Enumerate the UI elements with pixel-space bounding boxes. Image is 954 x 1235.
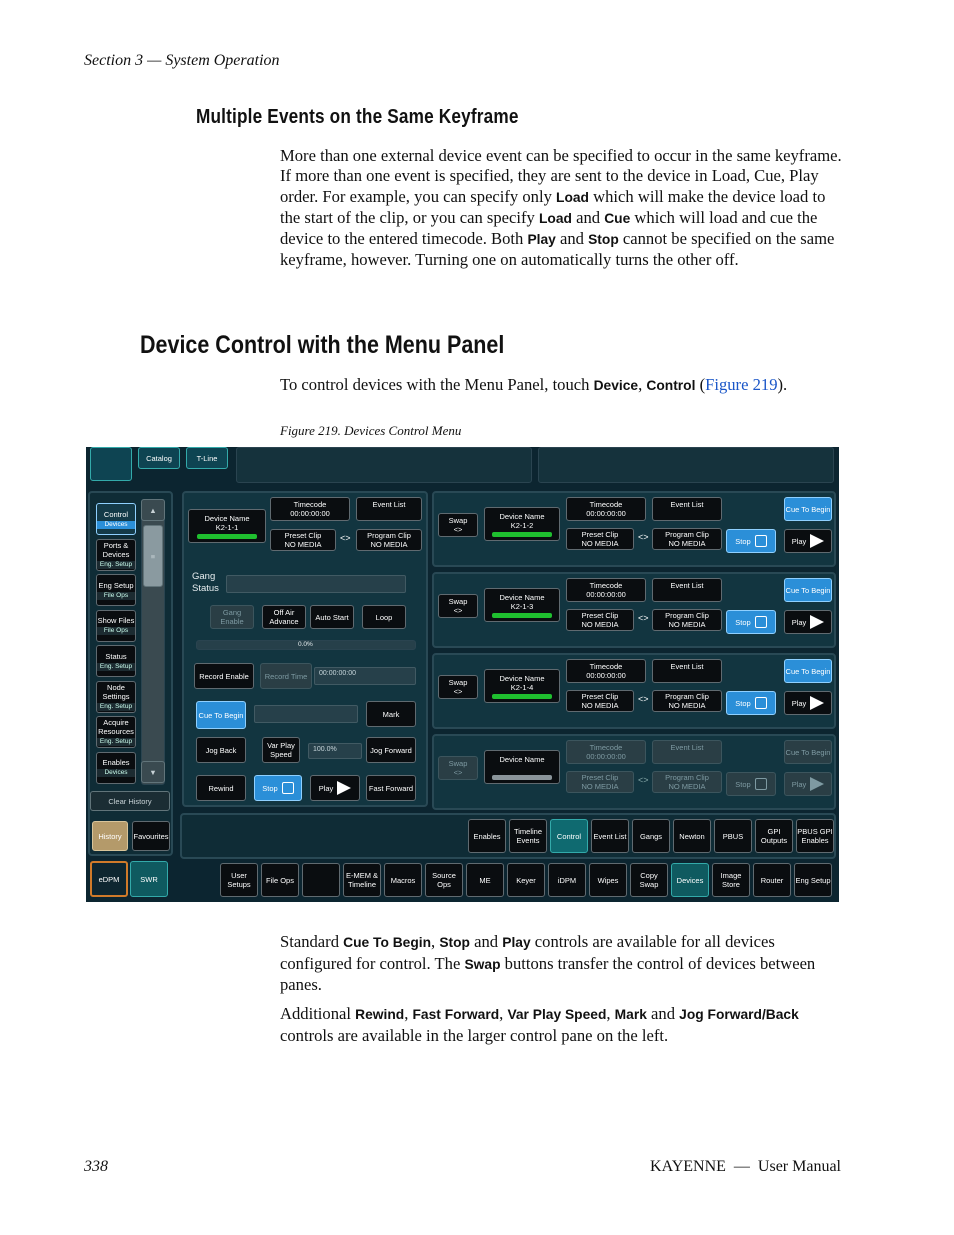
scroll-up-icon[interactable]: ▲ xyxy=(141,499,165,521)
scroll-down-icon[interactable]: ▼ xyxy=(141,761,165,783)
nav-item-control[interactable] xyxy=(96,503,136,535)
bottom-tab-devices[interactable]: Devices xyxy=(671,863,709,897)
sub-tab-control[interactable]: Control xyxy=(550,819,588,853)
pane-preset-clip[interactable]: Preset Clip NO MEDIA xyxy=(566,690,634,712)
clear-history-button[interactable]: Clear History xyxy=(90,791,170,811)
nav-item-acquire-resources[interactable] xyxy=(96,716,136,748)
pane-preset-clip[interactable]: Preset Clip NO MEDIA xyxy=(566,528,634,550)
var-play-speed-button[interactable]: Var Play Speed xyxy=(262,737,300,763)
bottom-tab-macros[interactable]: Macros xyxy=(384,863,422,897)
device-status-bar xyxy=(197,534,258,539)
bottom-tab-router[interactable]: Router xyxy=(753,863,791,897)
bottom-tab-keyer[interactable]: Keyer xyxy=(507,863,545,897)
keyword: Play xyxy=(527,232,556,248)
sub-tab-pbus[interactable]: PBUS xyxy=(714,819,752,853)
nav-item-show-files[interactable] xyxy=(96,610,136,642)
main-event-list-button[interactable]: Event List xyxy=(356,497,422,521)
fast-forward-button[interactable]: Fast Forward xyxy=(366,775,416,801)
pane-event-list[interactable]: Event List xyxy=(652,578,722,602)
figure-caption: Figure 219. Devices Control Menu xyxy=(280,423,462,438)
swap-button[interactable]: Swap <> xyxy=(438,756,478,780)
progress-value: 0.0% xyxy=(298,641,313,648)
pane-timecode[interactable]: Timecode 00:00:00:00 xyxy=(566,497,646,521)
nav-item-label: Show Files xyxy=(97,616,135,625)
nav-item-ports-devices[interactable] xyxy=(96,539,136,571)
pane-stop-button[interactable]: Stop xyxy=(726,691,776,715)
nav-item-label: Node Settings xyxy=(102,682,130,701)
pane-event-list[interactable]: Event List xyxy=(652,497,722,521)
favourites-button[interactable]: Favourites xyxy=(132,821,170,851)
bottom-tab-idpm[interactable]: iDPM xyxy=(548,863,586,897)
keyword: Rewind xyxy=(355,1007,405,1022)
off-air-advance-button[interactable]: Off Air Advance xyxy=(262,605,306,629)
swap-button[interactable]: Swap <> xyxy=(438,594,478,618)
keyword: Cue To Begin xyxy=(343,935,432,950)
pane-device-name[interactable]: Device Name K2-1-2 xyxy=(484,507,560,541)
bottom-tab-e-mem-timeline[interactable]: E-MEM & Timeline xyxy=(343,863,381,897)
nav-item-label: Control xyxy=(103,509,129,519)
main-play-button[interactable]: Play xyxy=(310,775,360,801)
keyframe-paragraph: More than one external device event can be specified to occur in the same keyframe. If more than one event is specified, they are sent to the device in Load, Cue, Play order. For example, you can specify only Load which will make the device load to the start of the clip, or you can specify Load and Cue which will load and cue the device to the entered timecode. Both Play and Stop cannot be specified on the same keyframe, however. Turning one on automatically turns the other off. xyxy=(280,146,842,270)
main-cue-to-begin-button[interactable]: Cue To Begin xyxy=(196,701,246,729)
pane-stop-button[interactable]: Stop xyxy=(726,610,776,634)
bottom-tab-me[interactable]: ME xyxy=(466,863,504,897)
keyword: Stop xyxy=(439,935,470,950)
main-timecode[interactable]: Timecode 00:00:00:00 xyxy=(270,497,350,521)
gang-enable-button[interactable]: Gang Enable xyxy=(210,605,254,629)
nav-item-category: Devices xyxy=(97,521,135,529)
play-icon xyxy=(337,781,351,795)
nav-item-category: Eng. Setup xyxy=(97,561,135,569)
pane-preset-clip[interactable]: Preset Clip NO MEDIA xyxy=(566,771,634,793)
nav-item-category: File Ops xyxy=(97,627,135,635)
bottom-tab-file-ops[interactable]: File Ops xyxy=(261,863,299,897)
record-time-field[interactable]: 00:00:00:00 xyxy=(314,667,416,685)
main-program-clip[interactable]: Program Clip NO MEDIA xyxy=(356,529,422,551)
pane-play-button[interactable]: Play xyxy=(784,610,832,634)
pane-timecode[interactable]: Timecode 00:00:00:00 xyxy=(566,578,646,602)
nav-item-label: Enables xyxy=(102,758,130,767)
sub-tab-event-list[interactable]: Event List xyxy=(591,819,629,853)
tab-catalog[interactable]: Catalog xyxy=(138,447,180,469)
sub-tab-pbus-gpi-enables[interactable]: PBUS GPI Enables xyxy=(796,819,834,853)
keyword: Mark xyxy=(614,1007,647,1022)
clip-swap-arrows[interactable]: <> xyxy=(340,533,351,543)
manual-title: KAYENNE — User Manual xyxy=(650,1158,841,1175)
mark-button[interactable]: Mark xyxy=(366,701,416,727)
clip-swap-arrows[interactable]: <> xyxy=(638,532,649,542)
keyword: Load xyxy=(556,189,589,205)
keyword: Load xyxy=(538,210,572,226)
nav-item-enables[interactable] xyxy=(96,752,136,784)
gang-status-label: Gang Status xyxy=(192,571,219,594)
bottom-tab-copy-swap[interactable]: Copy Swap xyxy=(630,863,668,897)
clip-swap-arrows[interactable]: <> xyxy=(638,694,649,704)
pane-stop-button[interactable]: Stop xyxy=(726,772,776,796)
pane-timecode[interactable]: Timecode 00:00:00:00 xyxy=(566,659,646,683)
bottom-tab-user-setups[interactable]: User Setups xyxy=(220,863,258,897)
pane-device-name[interactable]: Device Name K2-1-3 xyxy=(484,588,560,622)
nav-item-category: Devices xyxy=(97,769,135,777)
main-device-name[interactable]: Device Name K2-1-1 xyxy=(188,509,266,543)
figure-link[interactable]: Figure 219 xyxy=(705,375,778,394)
sub-tab-gangs[interactable]: Gangs xyxy=(632,819,670,853)
jog-forward-button[interactable]: Jog Forward xyxy=(366,737,416,763)
pane-play-button[interactable]: Play xyxy=(784,691,832,715)
speed-field[interactable]: 100.0% xyxy=(308,743,362,759)
keyword: Swap xyxy=(464,956,501,972)
pane-program-clip[interactable]: Program Clip NO MEDIA xyxy=(652,528,722,550)
loop-button[interactable]: Loop xyxy=(362,605,406,629)
gang-status-field xyxy=(226,575,406,593)
keyword: Control xyxy=(646,378,696,393)
scroll-thumb[interactable]: ≡ xyxy=(143,525,163,587)
top-blank-button[interactable] xyxy=(90,447,132,481)
nav-item-category: Eng. Setup xyxy=(97,703,135,711)
pane-preset-clip[interactable]: Preset Clip NO MEDIA xyxy=(566,609,634,631)
main-preset-clip[interactable]: Preset Clip NO MEDIA xyxy=(270,529,336,551)
section-heading-keyframe: Multiple Events on the Same Keyframe xyxy=(196,106,519,128)
nav-item-category: Eng. Setup xyxy=(97,738,135,746)
devices-control-menu-figure xyxy=(86,447,839,902)
record-time-button[interactable]: Record Time xyxy=(260,663,312,689)
history-button[interactable]: History xyxy=(92,821,128,851)
swap-button[interactable]: Swap <> xyxy=(438,513,478,537)
nav-item-category: File Ops xyxy=(97,592,135,600)
bottom-tab-source-ops[interactable]: Source Ops xyxy=(425,863,463,897)
nav-item-label: Eng Setup xyxy=(98,580,134,590)
additional-controls-paragraph: Additional Rewind, Fast Forward, Var Play Speed, Mark and Jog Forward/Back controls are available in the larger control pane on the left. xyxy=(280,1004,799,1045)
section-heading-device-control: Device Control with the Menu Panel xyxy=(140,331,505,359)
sub-tab-timeline-events[interactable]: Timeline Events xyxy=(509,819,547,853)
bottom-tab-eng-setup[interactable]: Eng Setup xyxy=(794,863,832,897)
page-number: 338 xyxy=(84,1158,108,1175)
keyword: Fast Forward xyxy=(412,1007,500,1022)
edpm-button[interactable]: eDPM xyxy=(90,861,128,897)
stop-square-icon xyxy=(282,782,294,794)
pane-timecode[interactable]: Timecode 00:00:00:00 xyxy=(566,740,646,764)
keyword: Cue xyxy=(604,210,631,226)
sub-tab-enables[interactable]: Enables xyxy=(468,819,506,853)
pane-cue-to-begin-button[interactable]: Cue To Begin xyxy=(784,659,832,683)
keyword: Stop xyxy=(588,232,619,248)
top-display-left xyxy=(236,447,532,483)
nav-item-node-settings[interactable] xyxy=(96,681,136,713)
pane-device-name[interactable]: Device Name xyxy=(484,750,560,784)
clip-swap-arrows[interactable]: <> xyxy=(638,775,649,785)
main-stop-button[interactable]: Stop xyxy=(254,775,302,801)
device-control-intro: To control devices with the Menu Panel, touch Device, Control (Figure 219). xyxy=(280,375,788,394)
nav-item-status[interactable] xyxy=(96,645,136,677)
bottom-tab-blank[interactable] xyxy=(302,863,340,897)
pane-program-clip[interactable]: Program Clip NO MEDIA xyxy=(652,609,722,631)
sub-tab-newton[interactable]: Newton xyxy=(673,819,711,853)
pane-device-name[interactable]: Device Name K2-1-4 xyxy=(484,669,560,703)
pane-program-clip[interactable]: Program Clip NO MEDIA xyxy=(652,771,722,793)
nav-item-label: Acquire Resources xyxy=(98,718,134,736)
swr-button[interactable]: SWR xyxy=(130,861,168,897)
jog-back-button[interactable]: Jog Back xyxy=(196,737,246,763)
keyword: Var Play Speed xyxy=(507,1007,607,1022)
keyword: Jog Forward/Back xyxy=(679,1007,799,1022)
pane-cue-to-begin-button[interactable]: Cue To Begin xyxy=(784,497,832,521)
pane-cue-to-begin-button[interactable]: Cue To Begin xyxy=(784,740,832,764)
running-head: Section 3 — System Operation xyxy=(84,52,280,69)
auto-start-button[interactable]: Auto Start xyxy=(310,605,354,629)
nav-item-eng-setup[interactable] xyxy=(96,574,136,606)
rewind-button[interactable]: Rewind xyxy=(196,775,246,801)
pane-cue-to-begin-button[interactable]: Cue To Begin xyxy=(784,578,832,602)
nav-item-label: Status xyxy=(105,651,127,661)
pane-stop-button[interactable]: Stop xyxy=(726,529,776,553)
standard-controls-paragraph: Standard Cue To Begin, Stop and Play controls are available for all devices configured for control. The Swap buttons transfer the control of devices between panes. xyxy=(280,932,816,994)
pane-event-list[interactable]: Event List xyxy=(652,740,722,764)
swap-button[interactable]: Swap <> xyxy=(438,675,478,699)
sub-tab-gpi-outputs[interactable]: GPI Outputs xyxy=(755,819,793,853)
keyword: Play xyxy=(502,935,531,950)
pane-event-list[interactable]: Event List xyxy=(652,659,722,683)
bottom-tab-image-store[interactable]: Image Store xyxy=(712,863,750,897)
clip-swap-arrows[interactable]: <> xyxy=(638,613,649,623)
pane-program-clip[interactable]: Program Clip NO MEDIA xyxy=(652,690,722,712)
nav-item-category: Eng. Setup xyxy=(97,663,135,671)
top-display-right xyxy=(538,447,834,483)
mark-field[interactable] xyxy=(254,705,358,723)
pane-play-button[interactable]: Play xyxy=(784,529,832,553)
nav-item-label: Ports & Devices xyxy=(102,540,130,559)
tab-t-line[interactable]: T-Line xyxy=(186,447,228,469)
pane-play-button[interactable]: Play xyxy=(784,772,832,796)
keyword: Device xyxy=(593,378,639,393)
record-enable-button[interactable]: Record Enable xyxy=(194,663,254,689)
bottom-tab-wipes[interactable]: Wipes xyxy=(589,863,627,897)
